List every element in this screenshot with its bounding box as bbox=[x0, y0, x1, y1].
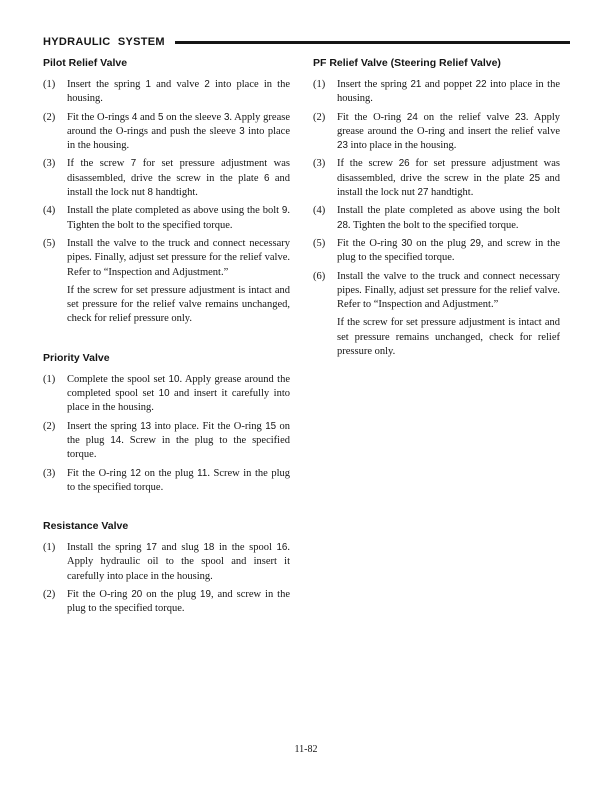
procedure-step bbox=[313, 270, 560, 313]
step-number: (1) bbox=[43, 542, 56, 554]
part-number: 29 bbox=[470, 237, 481, 249]
step-number: (1) bbox=[313, 79, 326, 90]
step-number: (3) bbox=[43, 158, 56, 170]
part-number: 10 bbox=[158, 388, 170, 400]
procedure-step bbox=[43, 78, 290, 107]
procedure-step bbox=[313, 204, 560, 233]
procedure-step bbox=[43, 420, 290, 463]
part-number: 25 bbox=[529, 172, 541, 184]
procedure-step bbox=[313, 111, 560, 154]
step-number: (4) bbox=[313, 205, 326, 217]
section bbox=[43, 57, 290, 327]
procedure-step bbox=[43, 204, 290, 233]
part-number: 23 bbox=[337, 140, 348, 152]
part-number: 12 bbox=[130, 467, 142, 479]
page-title: HYDRAULIC SYSTEM bbox=[43, 36, 165, 48]
step-text: Fit the O-ring 30 on the plug 29, and screw in the plug to the specified torque. bbox=[337, 237, 560, 264]
step-number: (3) bbox=[313, 158, 326, 170]
section bbox=[43, 352, 290, 495]
step-text: Install the spring 17 and slug 18 in the spool 16. Apply hydraulic oil to the spool and insert it carefully into place in the housing. bbox=[67, 542, 291, 582]
header-rule bbox=[175, 41, 570, 44]
step-text: Fit the O-ring 24 on the relief valve 23. Apply grease around the O-ring and insert the relief valve 23 into place in the housing. bbox=[337, 111, 560, 152]
column-left bbox=[43, 57, 290, 642]
part-number: 3 bbox=[239, 125, 245, 137]
step-note: If the screw for set pressure adjustment is intact and set pressure for the relief valve remains unchanged, check for relief pressure only. bbox=[67, 284, 290, 325]
step-number: (1) bbox=[43, 373, 56, 385]
part-number: 2 bbox=[204, 79, 210, 90]
part-number: 7 bbox=[130, 158, 137, 170]
part-number: 3 bbox=[223, 111, 230, 123]
part-number: 16 bbox=[276, 542, 288, 554]
step-number: (2) bbox=[43, 111, 56, 123]
step-note: If the screw for set pressure adjustment is intact and set pressure remains unchanged, check for relief pressure only. bbox=[337, 317, 560, 358]
step-number: (2) bbox=[43, 420, 56, 432]
part-number: 9 bbox=[281, 205, 288, 217]
procedure-step bbox=[313, 237, 560, 266]
step-text: Complete the spool set 10. Apply grease around the completed spool set 10 and insert it carefully into place in the housing. bbox=[67, 373, 290, 414]
step-text: Fit the O-ring 20 on the plug 19, and screw in the plug to the specified torque. bbox=[67, 589, 290, 615]
section bbox=[43, 520, 290, 616]
page-header bbox=[43, 36, 570, 48]
step-text: Fit the O-ring 12 on the plug 11. Screw in the plug to the specified torque. bbox=[67, 467, 290, 493]
step-number: (4) bbox=[43, 205, 56, 217]
part-number: 30 bbox=[401, 237, 413, 249]
part-number: 5 bbox=[157, 111, 164, 123]
step-text: Install the valve to the truck and connect necessary pipes. Finally, adjust set pressure for the relief valve. Refer to “Inspection and Adjustment.” bbox=[67, 237, 290, 278]
section-title: Pilot Relief Valve bbox=[43, 57, 128, 69]
section-title: Priority Valve bbox=[43, 351, 110, 364]
step-number: (1) bbox=[43, 79, 56, 90]
procedure-step bbox=[43, 541, 290, 584]
part-number: 23 bbox=[515, 111, 526, 123]
step-number: (5) bbox=[313, 237, 326, 249]
part-number: 18 bbox=[203, 542, 215, 554]
column-right bbox=[313, 57, 560, 642]
section-title: PF Relief Valve (Steering Relief Valve) bbox=[313, 57, 501, 69]
step-number: (3) bbox=[43, 467, 56, 479]
procedure-step bbox=[43, 111, 290, 154]
procedure-step bbox=[43, 237, 290, 280]
part-number: 27 bbox=[417, 187, 429, 199]
part-number: 15 bbox=[265, 420, 277, 432]
step-text: Fit the O-rings 4 and 5 on the sleeve 3. Apply grease around the O-rings and push the sleeve 3 into place in the housing. bbox=[67, 111, 290, 152]
part-number: 6 bbox=[263, 172, 270, 184]
part-number: 21 bbox=[410, 79, 422, 90]
step-text: Install the plate completed as above using the bolt 28. Tighten the bolt to the specified torque. bbox=[337, 205, 560, 231]
procedure-step bbox=[43, 157, 290, 200]
part-number: 10 bbox=[168, 373, 180, 385]
part-number: 8 bbox=[147, 187, 153, 199]
part-number: 13 bbox=[140, 420, 152, 432]
section bbox=[313, 57, 560, 359]
procedure-step bbox=[43, 588, 290, 617]
step-text: Insert the spring 21 and poppet 22 into place in the housing. bbox=[337, 79, 560, 105]
part-number: 28 bbox=[337, 219, 348, 231]
step-text: If the screw 7 for set pressure adjustment was disassembled, drive the screw in the plate 6 and install the lock nut 8 handtight. bbox=[67, 158, 291, 199]
section-title: Resistance Valve bbox=[43, 520, 129, 533]
part-number: 24 bbox=[406, 111, 418, 123]
procedure-step bbox=[43, 373, 290, 416]
step-text: Insert the spring 13 into place. Fit the O-ring 15 on the plug 14. Screw in the plug to the specified torque. bbox=[67, 420, 291, 461]
part-number: 1 bbox=[145, 79, 151, 90]
step-number: (2) bbox=[43, 589, 56, 601]
procedure-step bbox=[313, 157, 560, 200]
part-number: 11 bbox=[197, 467, 208, 479]
content bbox=[43, 57, 560, 642]
part-number: 19 bbox=[200, 589, 211, 601]
step-number: (6) bbox=[313, 270, 326, 282]
part-number: 22 bbox=[475, 79, 487, 90]
part-number: 26 bbox=[398, 158, 410, 170]
step-number: (2) bbox=[313, 111, 326, 123]
part-number: 20 bbox=[131, 589, 143, 601]
page-number: 11-82 bbox=[294, 744, 318, 755]
step-text: If the screw 26 for set pressure adjustment was disassembled, drive the screw in the plate 25 and install the lock nut 27 handtight. bbox=[337, 158, 560, 199]
part-number: 4 bbox=[131, 111, 138, 123]
step-text: Insert the spring 1 and valve 2 into place in the housing. bbox=[67, 79, 290, 105]
step-number: (5) bbox=[43, 237, 56, 249]
procedure-step bbox=[43, 467, 290, 496]
step-text: Install the plate completed as above using the bolt 9. Tighten the bolt to the specified torque. bbox=[67, 205, 290, 231]
procedure-step bbox=[313, 78, 560, 107]
part-number: 17 bbox=[146, 542, 158, 554]
step-text: Install the valve to the truck and connect necessary pipes. Finally, adjust set pressure for the relief valve. Refer to “Inspection and Adjustment.” bbox=[337, 270, 560, 311]
part-number: 14 bbox=[110, 434, 122, 446]
